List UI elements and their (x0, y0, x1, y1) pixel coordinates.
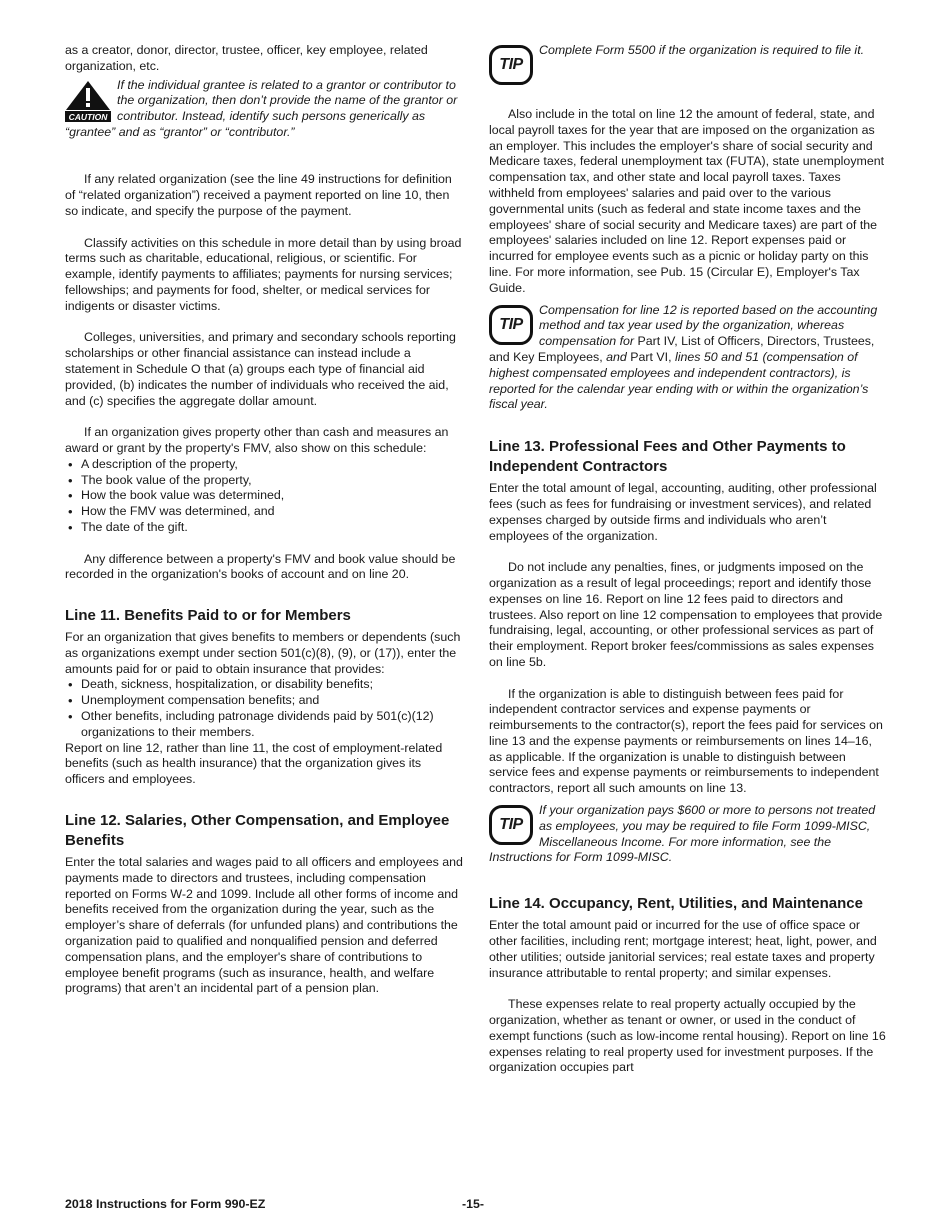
fmv-paragraph: Any difference between a property's FMV and book value should be recorded in the organization's books of account and on line 20. (65, 551, 456, 582)
line14-paragraph-2: These expenses relate to real property actually occupied by the organization, whether as tenant or owner, or used in the conduct of exempt functions (such as low-income rental housing). Report on line 16 expenses relating to real property used for investment purposes. If the organization occupies part (489, 997, 886, 1075)
line11-paragraph: For an organization that gives benefits to members or dependents (such as organizations exempt under section 501(c)(8), (9), or (17)), enter the amounts paid for or paid to obtain insurance that provides: (65, 630, 461, 676)
footer-form-title: 2018 Instructions for Form 990-EZ (65, 1197, 266, 1211)
intro-text: as a creator, donor, director, trustee, officer, key employee, related organization, etc. (65, 43, 428, 73)
related-org-paragraph: If any related organization (see the line 49 instructions for definition of “related organization”) received a payment reported on line 10, then so indicate, and specify the purpose of the payment. (65, 172, 452, 218)
property-list (65, 457, 463, 536)
left-column (65, 43, 463, 997)
line13-paragraph-3: If the organization is able to distinguish between fees paid for independent contractor services and expense payments or reimbursements to the contractor(s), report the fees paid for services on line 13 and the expense payments or reimbursements on lines 14–16, as applicable. If the organization is unable to distinguish between service fees and expense payments or reimbursements to independent contractors, report all such amounts on line 13. (489, 686, 883, 796)
list-item: • Other benefits, including patronage dividends paid by 501(c)(12) organizations to their members. (65, 709, 463, 741)
line11-list (65, 677, 463, 740)
list-item: • The date of the gift. (65, 520, 463, 536)
tip-text-1: Complete Form 5500 if the organization is required to file it. (539, 43, 865, 57)
list-item: • A description of the property, (65, 457, 463, 473)
caution-label: CAUTION (68, 111, 108, 122)
line13-heading: Line 13. Professional Fees and Other Payments to Independent Contractors (489, 438, 846, 476)
line14-heading: Line 14. Occupancy, Rent, Utilities, and Maintenance (489, 895, 863, 913)
list-item: • Death, sickness, hospitalization, or disability benefits; (65, 677, 463, 693)
line13-paragraph-1: Enter the total amount of legal, accounting, auditing, other professional fees (such as fees for fundraising or investment services), and related expenses charged by outside firms and individuals who aren’t employees of the organization. (489, 481, 877, 543)
caution-icon (65, 80, 111, 122)
tip-text-3: If your organization pays $600 or more to persons not treated as employees, you may be required to file Form 1099-MISC, Miscellaneous Income. For more information, see the Instructions for Form 1099-MISC. (489, 803, 876, 865)
line12-heading: Line 12. Salaries, Other Compensation, and Employee Benefits (65, 812, 450, 850)
list-item: • How the book value was determined, (65, 488, 463, 504)
footer-page-number: -15- (462, 1197, 485, 1211)
line12-paragraph: Enter the total salaries and wages paid to all officers and employees and payments made to directors and trustees, including compensation reported on Forms W-2 and 1099. Include all other forms of income and benefits received from the organization during the year, such as the employer’s share of deferrals (for unfunded plans) and contributions the organization paid to qualified and nonqualified pension and deferred compensation plans, and the employer's share of contributions to employee benefit programs (such as insurance, health, and welfare programs) that aren’t an incidental part of a pension plan. (65, 855, 463, 996)
caution-text: If the individual grantee is related to a grantor or contributor to the organization, then don’t provide the name of the grantor or contributor. Instead, identify such persons generically as “grantee” and as “grantor” or “contributor.” (65, 77, 458, 139)
line13-paragraph-2: Do not include any penalties, fines, or judgments imposed on the organization as a result of legal proceedings; report and identify those expenses on line 16. Report on line 12 fees paid to directors and trustees. Also report on line 12 compensation to employees that provide fundraising, legal, accounting, or other professional services as part of their employment. Report broker fees/commissions as sales expenses on line 5b. (489, 560, 883, 669)
tip-note-3 (489, 803, 887, 866)
tip-icon: TIP (489, 45, 533, 85)
tip-note-2 (489, 303, 887, 414)
tip-note-1 (489, 43, 887, 87)
line11-paragraph-2: Report on line 12, rather than line 11, the cost of employment-related benefits (such as health insurance) that the organization gives its officers and employees. (65, 740, 443, 787)
caution-note (65, 78, 463, 141)
line14-paragraph-1: Enter the total amount paid or incurred for the use of office space or other facilities, including rent; mortgage interest; heat, light, power, and other utilities; outside janitorial services; real estate taxes and property insurance attributable to rental property; and similar expenses. (489, 918, 877, 980)
list-item: • The book value of the property, (65, 473, 463, 489)
property-paragraph: If an organization gives property other than cash and measures an award or grant by the property's FMV, also show on this schedule: (65, 425, 449, 455)
tip-icon: TIP (489, 305, 533, 345)
classify-paragraph: Classify activities on this schedule in more detail than by using broad terms such as charitable, educational, religious, or scientific. For example, identify payments to affiliates; payments for nursing services; fellowships; and payments for food, shelter, or medical services for indigents or disaster victims. (65, 235, 462, 313)
tip-icon: TIP (489, 805, 533, 845)
colleges-paragraph: Colleges, universities, and primary and secondary schools reporting scholarships or other financial assistance can instead include a statement in Schedule O that (a) groups each type of financial aid provided, (b) indicates the number of individuals who received the aid, and (c) specifies the aggregate dollar amount. (65, 330, 456, 408)
tip-text-2: Compensation for line 12 is reported based on the accounting method and tax year used by the organization, whereas compensation for Part IV, List of Officers, Directors, Trustees, and Key Employees, and Part VI, lines 50 and 51 (compensation of highest compensated employees and independent contractors), is reported for the calendar year ending with or within the organization’s fiscal year. (489, 302, 878, 412)
payroll-tax-paragraph: Also include in the total on line 12 the amount of federal, state, and local payroll taxes for the year that are imposed on the organization as an employer. This includes the employer's share of social security and Medicare taxes, federal unemployment tax (FUTA), state unemployment compensation tax, and other state and local payroll taxes. Taxes withheld from employees' salaries and paid over to the various governmental units (such as federal and state income taxes and the employees' share of social security and Medicare taxes) are part of the employees' salaries included on line 12. Report expenses paid or incurred for employee events such as a picnic or holiday party on this line. For more information, see Pub. 15 (Circular E), Employer's Tax Guide. (489, 107, 885, 295)
list-item: • How the FMV was determined, and (65, 504, 463, 520)
line11-heading: Line 11. Benefits Paid to or for Members (65, 607, 351, 625)
right-column (489, 43, 887, 1076)
list-item: • Unemployment compensation benefits; and (65, 693, 463, 709)
